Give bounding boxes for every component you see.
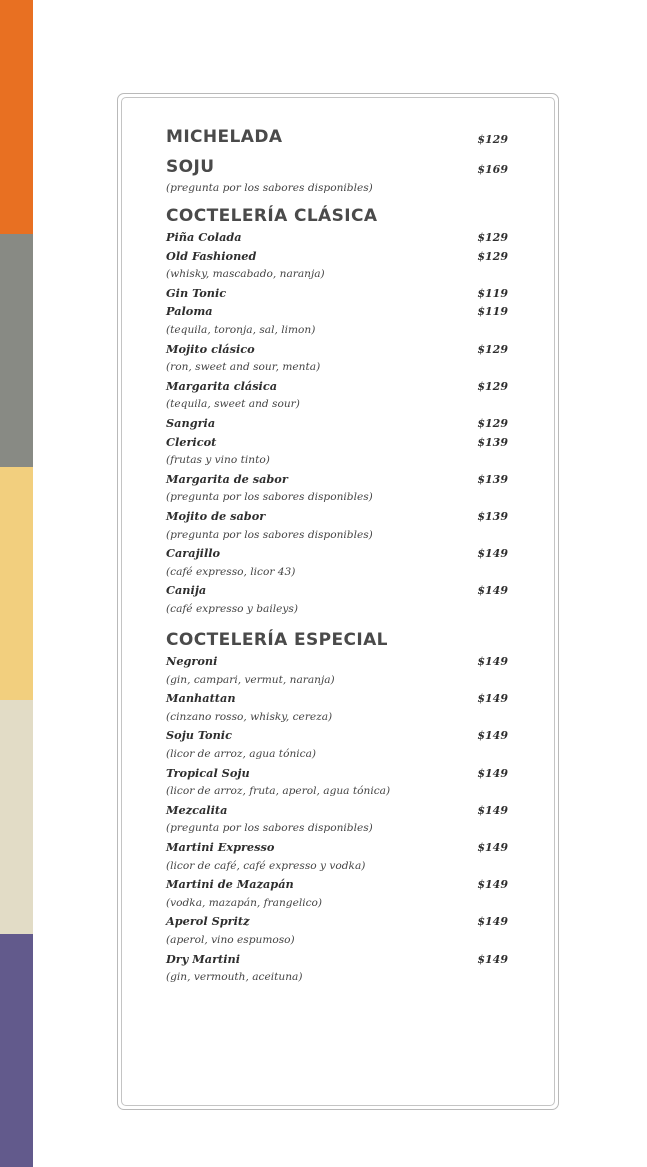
- menu-item-price: $149: [477, 766, 508, 780]
- menu-item-desc: (gin, vermouth, aceituna): [166, 971, 303, 984]
- menu-item-desc: (vodka, mazapán, frangelico): [166, 896, 323, 909]
- top-item-name: SOJU: [166, 157, 215, 177]
- menu-item-price: $129: [477, 379, 508, 393]
- menu-item-name: Mezcalita: [166, 802, 228, 817]
- menu-item-desc: (tequila, sweet and sour): [166, 398, 300, 411]
- menu-item-price: $149: [477, 952, 508, 966]
- menu-item-name: Tropical Soju: [166, 765, 250, 780]
- menu-item-price: $149: [477, 803, 508, 817]
- menu-item-price: $129: [477, 249, 508, 263]
- menu-item-price: $129: [477, 231, 508, 244]
- menu-item-price: $129: [477, 342, 508, 356]
- menu-item-desc: (pregunta por los sabores disponibles): [166, 491, 373, 504]
- color-stripe-bar: [0, 0, 33, 1167]
- menu-item-desc: (café expresso, licor 43): [166, 565, 296, 578]
- menu-item-price: $139: [477, 472, 508, 486]
- menu-item-desc: (pregunta por los sabores disponibles): [166, 528, 373, 541]
- section-title: COCTELERÍA ESPECIAL: [166, 630, 388, 650]
- menu-item-name: Piña Colada: [166, 230, 242, 244]
- menu-item-desc: (tequila, toronja, sal, limon): [166, 324, 316, 336]
- top-item-name: MICHELADA: [166, 127, 283, 147]
- top-item-price: $169: [477, 163, 508, 176]
- menu-item-price: $139: [477, 435, 508, 449]
- top-item-desc: (pregunta por los sabores disponibles): [166, 182, 373, 194]
- menu-item-name: Mojito de sabor: [166, 509, 266, 523]
- section-title: COCTELERÍA CLÁSICA: [166, 206, 378, 226]
- menu-item-name: Manhattan: [166, 691, 236, 706]
- menu-item-price: $149: [477, 878, 508, 892]
- menu-item-price: $149: [477, 841, 508, 854]
- menu-item-price: $149: [477, 547, 508, 561]
- menu-item-name: Mojito clásico: [166, 341, 255, 356]
- menu-item-desc: (licor de arroz, fruta, aperol, agua tónica): [166, 785, 391, 798]
- menu-item-name: Carajillo: [166, 546, 221, 561]
- purple-stripe: [0, 934, 33, 1167]
- menu-item-name: Gin Tonic: [166, 285, 227, 300]
- orange-stripe: [0, 0, 33, 234]
- menu-item-name: Martini Expresso: [166, 840, 275, 854]
- menu-item-desc: (café expresso y baileys): [166, 603, 298, 615]
- menu-item-name: Martini de Mazapán: [166, 877, 294, 892]
- menu-item-name: Negroni: [166, 654, 218, 668]
- menu-item-name: Old Fashioned: [166, 248, 257, 263]
- menu-item-desc: (pregunta por los sabores disponibles): [166, 822, 373, 835]
- menu-item-name: Clericot: [166, 434, 217, 449]
- top-item-price: $129: [477, 133, 508, 146]
- menu-item-desc: (cinzano rosso, whisky, cereza): [166, 710, 333, 723]
- menu-item-price: $149: [477, 584, 508, 598]
- menu-item-name: Dry Martini: [166, 951, 241, 966]
- menu-item-name: Margarita de sabor: [166, 471, 288, 486]
- menu-item-name: Sangria: [166, 416, 216, 430]
- menu-item-name: Canija: [166, 583, 207, 598]
- menu-item-desc: (licor de arroz, agua tónica): [166, 748, 317, 760]
- gray-stripe: [0, 234, 33, 467]
- menu-item-price: $149: [477, 729, 508, 743]
- menu-item-name: Aperol Spritz: [166, 914, 250, 929]
- menu-item-price: $119: [477, 305, 508, 319]
- menu-item-desc: (licor de café, café expresso y vodka): [166, 859, 366, 872]
- menu-item-desc: (whisky, mascabado, naranja): [166, 268, 325, 281]
- menu-item-price: $139: [477, 510, 508, 523]
- menu-item-price: $119: [477, 286, 508, 300]
- menu-item-name: Soju Tonic: [166, 728, 232, 743]
- beige-stripe: [0, 700, 33, 934]
- menu-item-price: $149: [477, 655, 508, 668]
- menu-item-price: $149: [477, 692, 508, 706]
- menu-item-price: $149: [477, 915, 508, 929]
- menu-item-price: $129: [477, 417, 508, 430]
- menu-item-name: Paloma: [166, 304, 213, 319]
- menu-item-desc: (ron, sweet and sour, menta): [166, 361, 321, 374]
- menu-item-desc: (gin, campari, vermut, naranja): [166, 673, 335, 686]
- menu-item-desc: (aperol, vino espumoso): [166, 934, 295, 946]
- menu-item-desc: (frutas y vino tinto): [166, 454, 270, 467]
- menu-item-name: Margarita clásica: [166, 378, 278, 393]
- yellow-stripe: [0, 467, 33, 700]
